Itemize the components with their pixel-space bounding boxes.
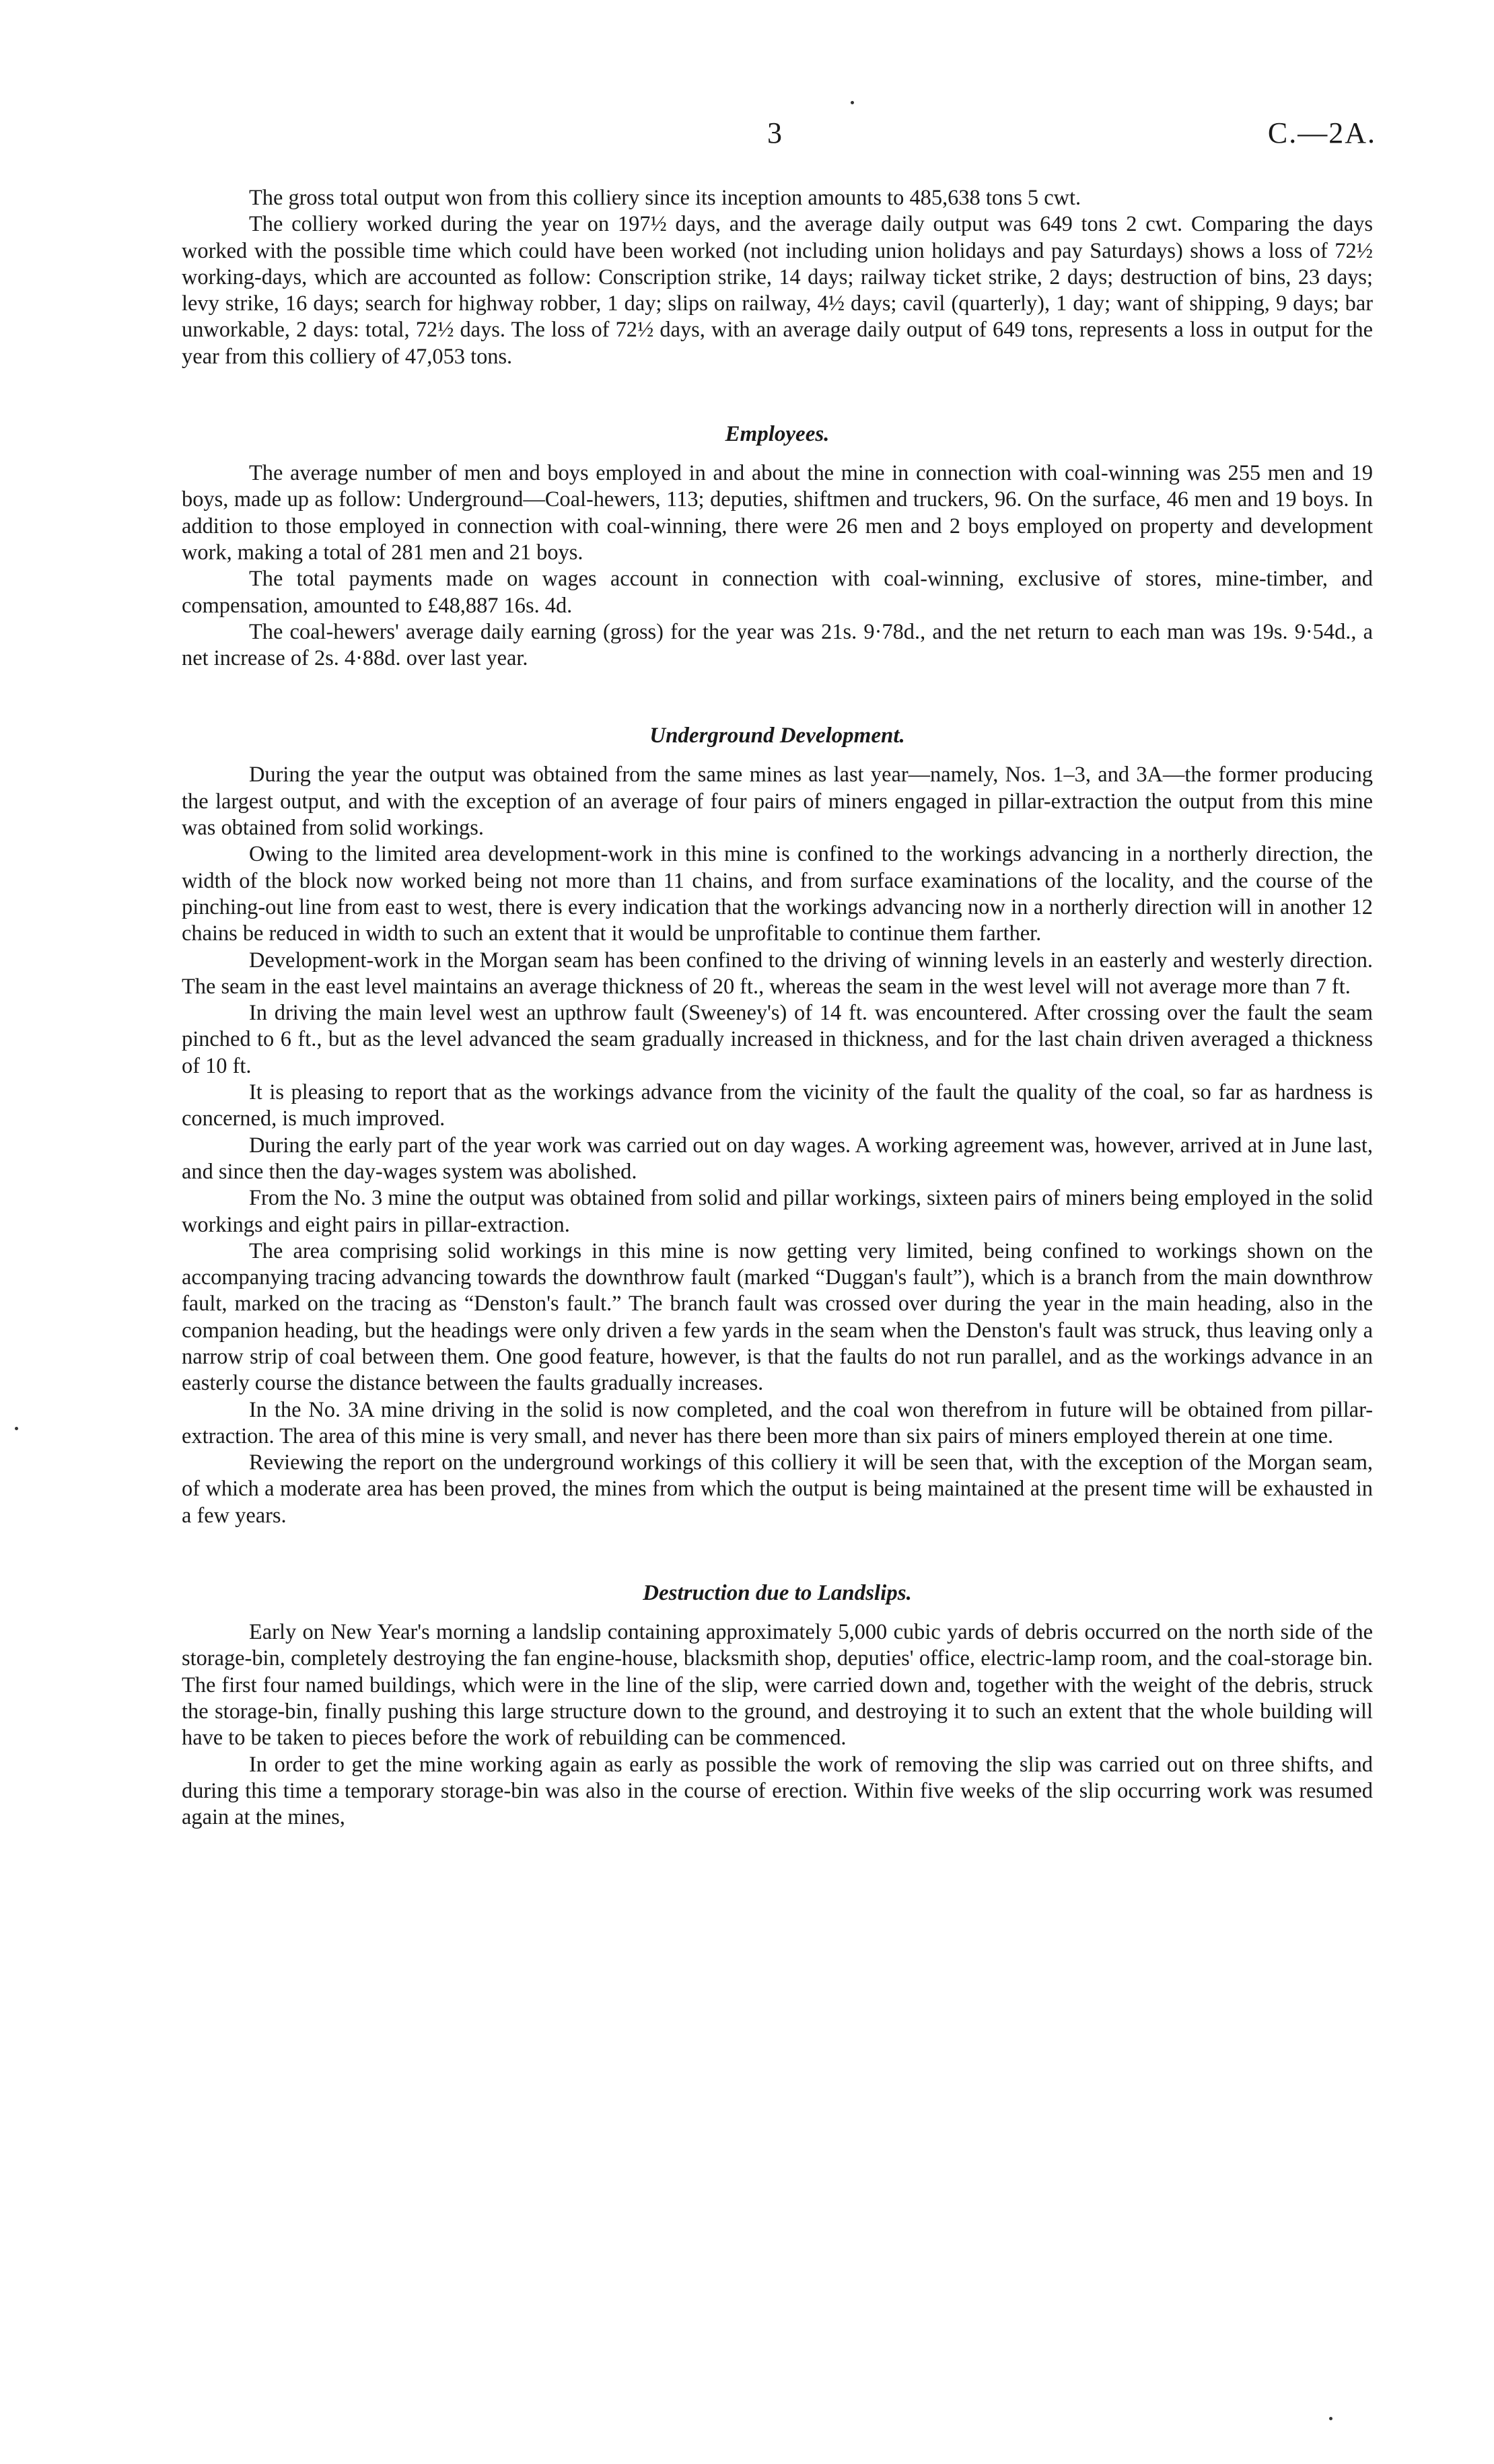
scan-speck — [15, 1427, 18, 1430]
paragraph: In order to get the mine working again as early as possible the work of removing the slip was carried out on three shifts, and during this time a temporary storage-bin was also in the course of erection. Within five weeks of the slip occurring work was resumed again at the mines, — [182, 1752, 1373, 1830]
paragraph: The gross total output won from this colliery since its inception amounts to 485,638 tons 5 cwt. — [249, 186, 1081, 210]
paragraph: In the No. 3A mine driving in the solid is now completed, and the coal won therefrom in future will be obtained from pillar-extraction. The area of this mine is very small, and never has there been more than six pairs of miners employed therein at one time. — [182, 1397, 1373, 1448]
paragraph: The average number of men and boys employed in and about the mine in connection with coal-winning was 255 men and 19 boys, made up as follow: Underground—Coal-hewers, 113; deputies, shiftmen and truckers, 96. On the surface, 46 men and 19 boys. In addition to those employed in connection with coal-winning, there were 26 men and 2 boys employed on property and development work, making a total of 281 men and 21 boys. — [182, 461, 1373, 565]
paragraph: The coal-hewers' average daily earning (gross) for the year was 21s. 9·78d., and the net return to each man was 19s. 9·54d., a net increase of 2s. 4·88d. over last year. — [182, 619, 1373, 671]
paragraph: In driving the main level west an upthrow fault (Sweeney's) of 14 ft. was encountered. After crossing over the fault the seam pinched to 6 ft., but as the level advanced the seam gradually increased in thickness, and for the last chain driven averaged a thickness of 10 ft. — [182, 1001, 1373, 1078]
paragraph: It is pleasing to report that as the workings advance from the vicinity of the fault the quality of the coal, so far as hardness is concerned, is much improved. — [182, 1080, 1373, 1131]
paragraph: Owing to the limited area development-work in this mine is confined to the workings advancing in a northerly direction, the width of the block now worked being not more than 11 chains, and from surface examinations of the locality, and the course of the pinching-out line from east to west, there is every indication that the workings advancing now in a northerly direction will in another 12 chains be reduced in width to such an extent that it would be unprofitable to continue them farther. — [182, 842, 1373, 946]
section-heading: Underground Development. — [649, 724, 905, 748]
paragraph: From the No. 3 mine the output was obtained from solid and pillar workings, sixteen pairs of miners being employed in the solid workings and eight pairs in pillar-extraction. — [182, 1186, 1373, 1237]
paragraph: Reviewing the report on the underground workings of this colliery it will be seen that, with the exception of the Morgan seam, of which a moderate area has been proved, the mines from which the output is being maintained at the present time will be exhausted in a few years. — [182, 1450, 1373, 1528]
section-heading: Employees. — [725, 422, 830, 447]
section-landslips — [182, 1576, 1373, 1831]
paragraph: The area comprising solid workings in this mine is now getting very limited, being confined to workings shown on the accompanying tracing advancing towards the downthrow fault (marked “Duggan's fault”), which is a branch from the main downthrow fault, marked on the tracing as “Denston's fault.” The branch fault was crossed over during the year in the main heading, also in the companion heading, but the headings were only driven a few yards in the seam when the Denston's fault was struck, thus leaving only a narrow strip of coal between them. One good feature, however, is that the faults do not run parallel, and as the workings advance in an easterly course the distance between the faults gradually increases. — [182, 1238, 1373, 1396]
paragraph: Development-work in the Morgan seam has been confined to the driving of winning levels in an easterly and westerly direction. The seam in the east level maintains an average thickness of 20 ft., whereas the seam in the west level will not average more than 7 ft. — [182, 948, 1373, 999]
paragraph: During the year the output was obtained from the same mines as last year—namely, Nos. 1–3, and 3A—the former producing the largest output, and with the exception of an average of four pairs of miners engaged in pillar-extraction the output from this mine was obtained from solid workings. — [182, 763, 1373, 841]
section-output — [182, 185, 1373, 370]
page-number: 3 — [767, 116, 782, 149]
paragraph: The colliery worked during the year on 197½ days, and the average daily output was 649 tons 2 cwt. Comparing the days worked with the possible time which could have been worked (not including union holidays and pay Saturdays) shows a loss of 72½ working-days, which are accounted as follow: Conscription strike, 14 days; railway ticket strike, 2 days; destruction of bins, 23 days; levy strike, 16 days; search for highway robber, 1 day; slips on railway, 4½ days; cavil (quarterly), 1 day; want of shipping, 9 days; bar unworkable, 2 days: total, 72½ days. The loss of 72½ days, with an average daily output of 649 tons, represents a loss in output for the year from this colliery of 47,053 tons. — [182, 212, 1373, 369]
paragraph: The total payments made on wages account in connection with coal-winning, exclusive of stores, mine-timber, and compensation, amounted to £48,887 16s. 4d. — [182, 567, 1373, 618]
section-heading: Destruction due to Landslips. — [643, 1581, 912, 1606]
scan-speck — [851, 101, 854, 104]
page-header — [0, 113, 1494, 153]
report-body — [182, 185, 1373, 1878]
scan-speck — [1329, 2417, 1332, 2420]
section-employees — [182, 417, 1373, 672]
document-code: C.—2A. — [1267, 116, 1376, 149]
paragraph: During the early part of the year work was carried out on day wages. A working agreement was, however, arrived at in June last, and since then the day-wages system was abolished. — [182, 1133, 1373, 1184]
section-underground-development — [182, 719, 1373, 1529]
paragraph: Early on New Year's morning a landslip containing approximately 5,000 cubic yards of debris occurred on the north side of the storage-bin, completely destroying the fan engine-house, blacksmith shop, deputies' office, electric-lamp room, and the coal-storage bin. The first four named buildings, which were in the line of the slip, were carried down and, together with the weight of the debris, struck the storage-bin, finally pushing this large structure down to the ground, and destroying it to such an extent that the whole building will have to be taken to pieces before the work of rebuilding can be commenced. — [182, 1620, 1373, 1751]
